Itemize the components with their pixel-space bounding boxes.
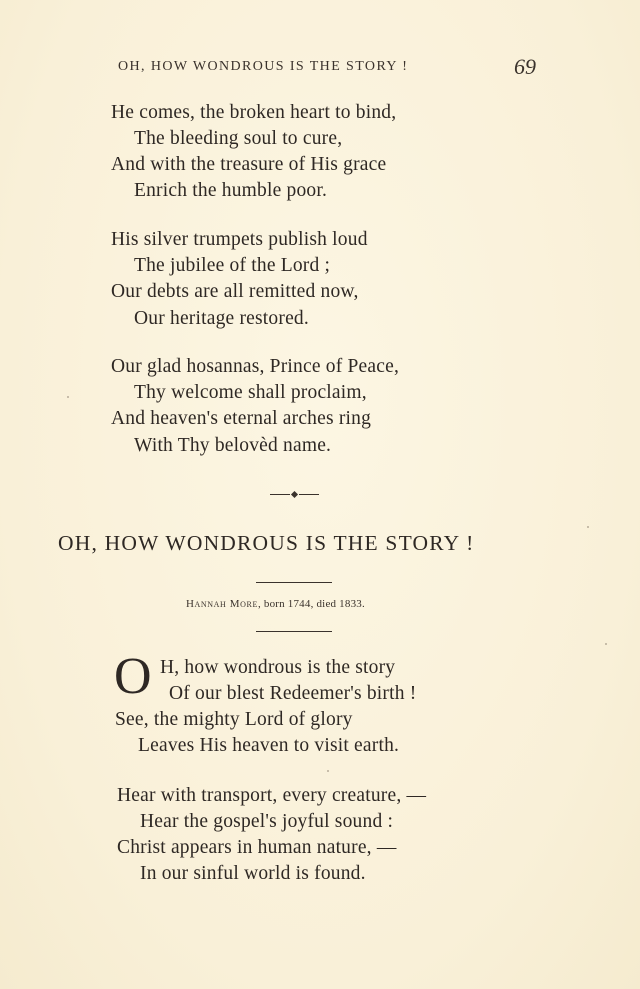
author-dates: , born 1744, died 1833. <box>257 598 365 610</box>
verse-line: His silver trumpets publish loud <box>111 229 368 250</box>
drop-cap: O <box>114 648 152 705</box>
verse-line: H, how wondrous is the story <box>160 657 396 678</box>
verse-line: Of our blest Redeemer's birth ! <box>169 683 417 704</box>
verse-line: Our glad hosannas, Prince of Peace, <box>111 356 400 377</box>
ornament-bar-right <box>299 494 319 495</box>
verse-line: The jubilee of the Lord ; <box>134 255 331 276</box>
paper-speck <box>587 526 589 528</box>
verse-line: Christ appears in human nature, — <box>117 837 397 858</box>
hymn-author <box>186 598 365 610</box>
verse-line: In our sinful world is found. <box>140 863 366 884</box>
verse-line: And heaven's eternal arches ring <box>111 408 372 429</box>
verse-line: Thy welcome shall proclaim, <box>134 382 367 403</box>
verse-line: With Thy belovèd name. <box>134 435 332 456</box>
verse-line: Hear the gospel's joyful sound : <box>140 811 394 832</box>
running-head <box>0 56 640 80</box>
verse-line: And with the treasure of His grace <box>111 154 387 175</box>
verse-line: Leaves His heaven to visit earth. <box>138 735 400 756</box>
verse-line: Our heritage restored. <box>134 308 309 329</box>
ornament-diamond-icon <box>291 491 298 498</box>
verse-line: The bleeding soul to cure, <box>134 128 343 149</box>
ornament-bar-left <box>270 494 290 495</box>
page-number: 69 <box>514 54 536 79</box>
title-rule-top <box>256 582 332 583</box>
verse-line: He comes, the broken heart to bind, <box>111 102 397 123</box>
running-title: OH, HOW WONDROUS IS THE STORY ! <box>118 59 409 74</box>
verse-line: See, the mighty Lord of glory <box>115 709 353 730</box>
paper-speck <box>67 396 69 398</box>
paper-speck <box>327 770 329 772</box>
author-name: Hannah More <box>186 598 258 610</box>
title-rule-bottom <box>256 631 332 632</box>
paper-speck <box>605 643 607 645</box>
section-ornament <box>270 490 320 500</box>
verse-line: Hear with transport, every creature, — <box>117 785 427 806</box>
verse-line: Our debts are all remitted now, <box>111 281 359 302</box>
hymn-title: OH, HOW WONDROUS IS THE STORY ! <box>58 531 475 555</box>
verse-line: Enrich the humble poor. <box>134 180 328 201</box>
